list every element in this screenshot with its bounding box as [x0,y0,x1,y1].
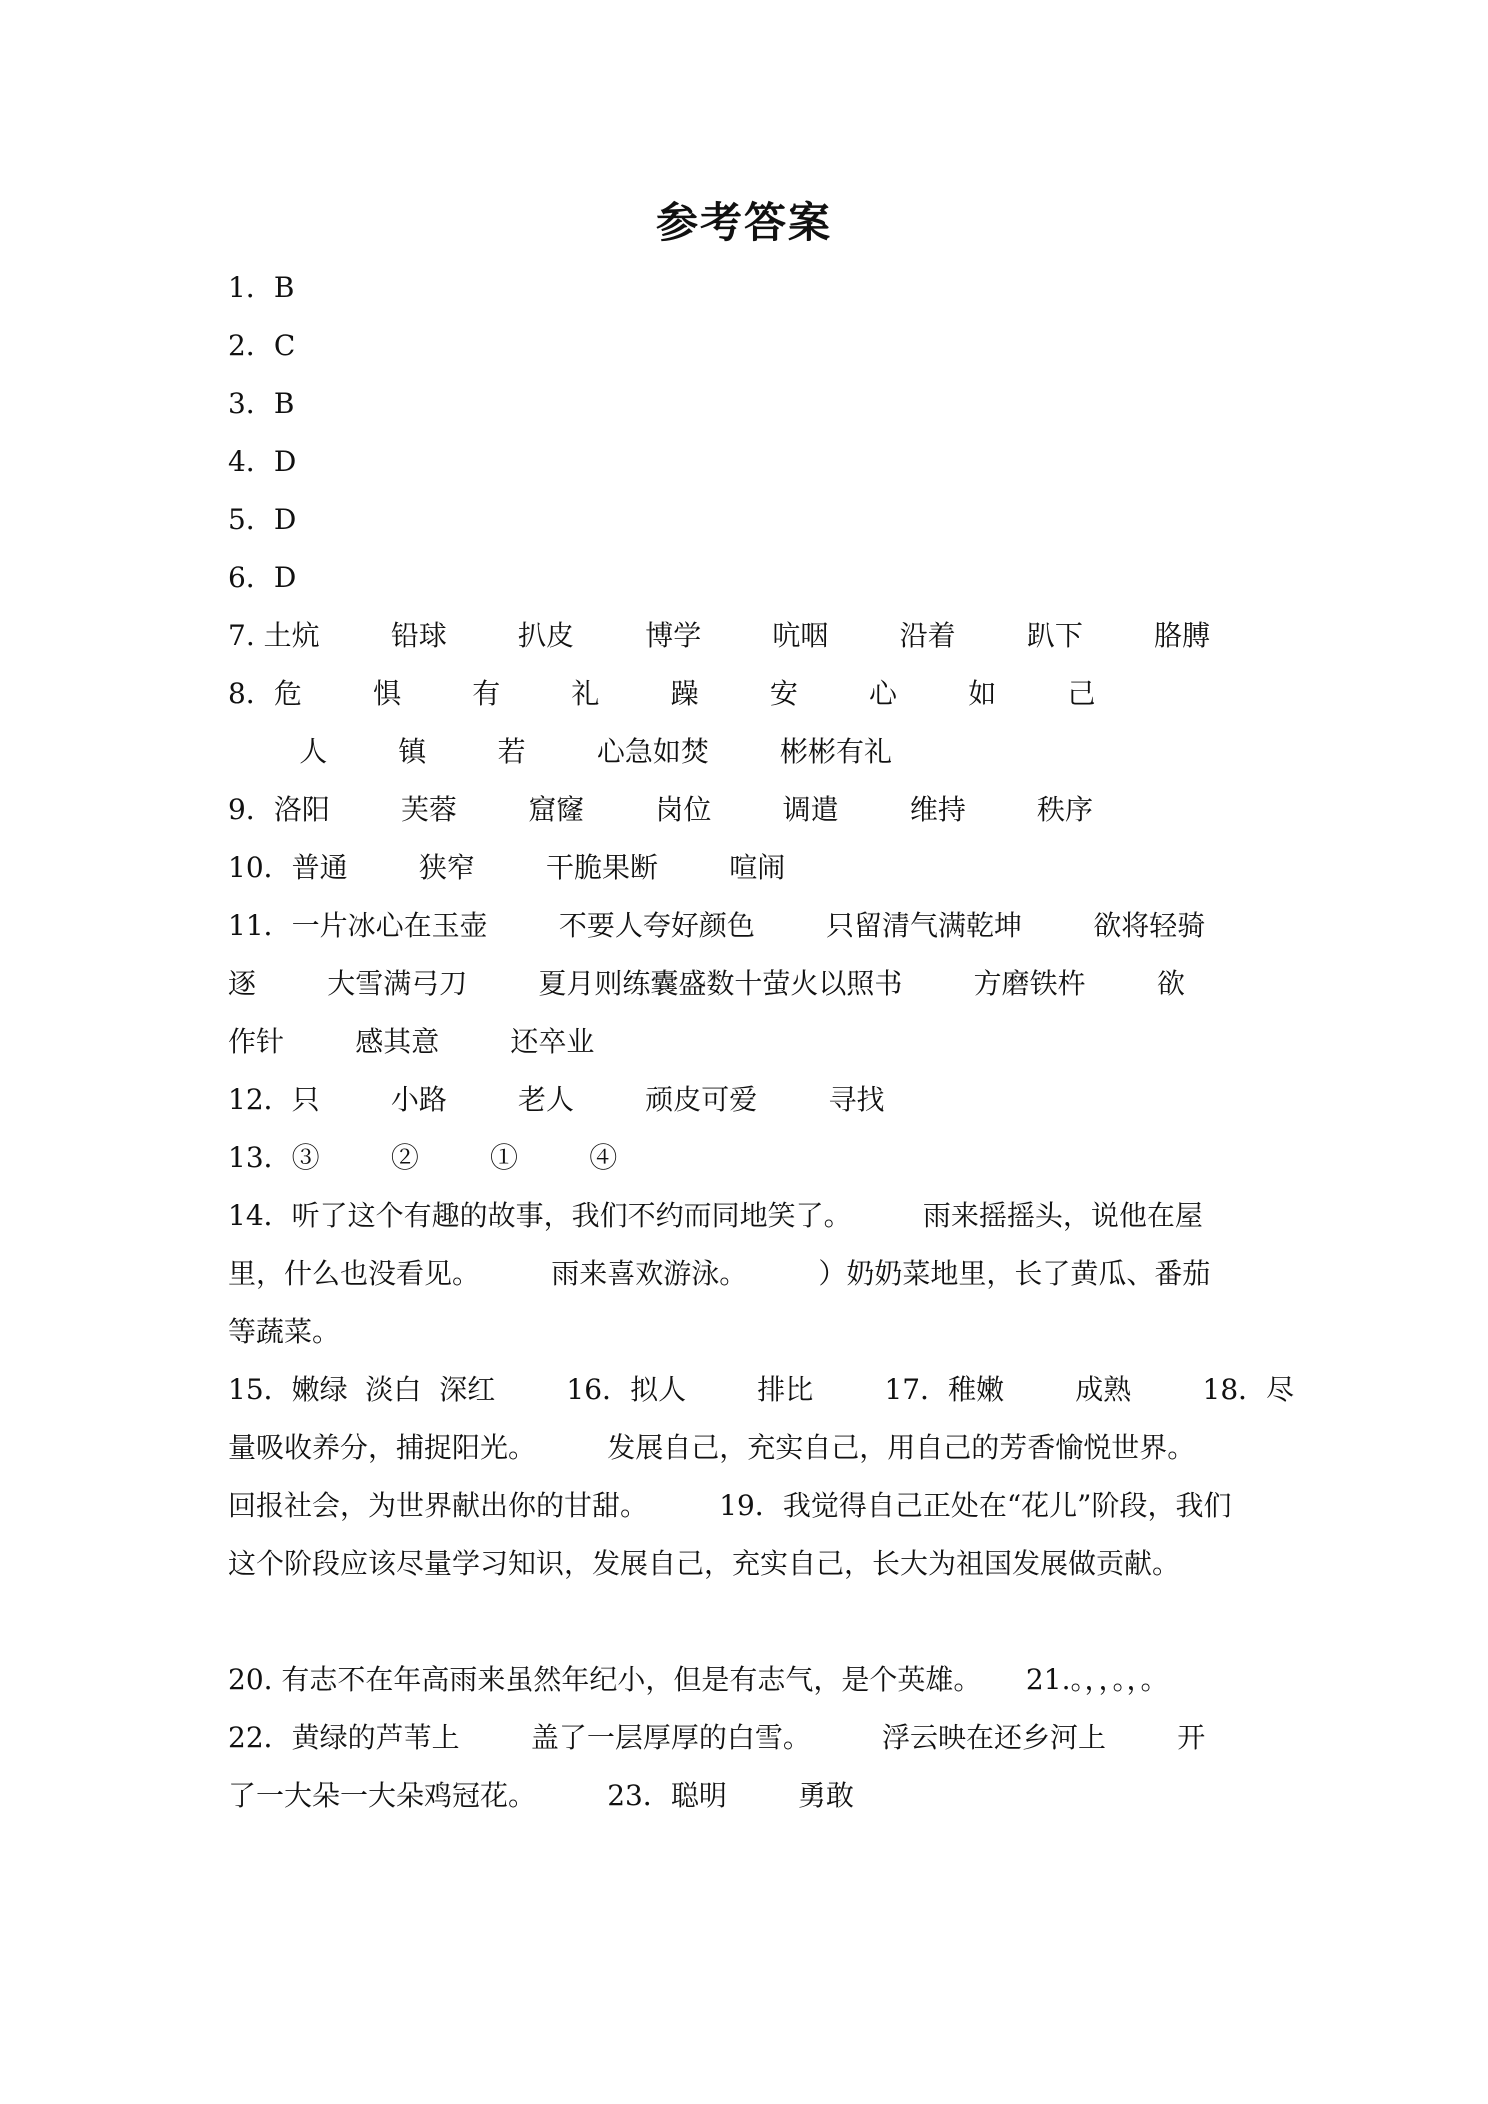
answer-line-10: 10．普通 狭窄 干脆果断 喧闹 [228,851,786,884]
answer-line-7: 7. 土炕 铅球 扒皮 博学 吭咽 沿着 趴下 胳膊 [228,619,1211,652]
answer-line-11-cont-2: 作针 感其意 还卒业 [228,1025,595,1058]
answer-line-20: 20. 有志不在年高雨来虽然年纪小，但是有志气，是个英雄。 21.。，，。，。 [228,1663,1169,1696]
answer-line-19-cont: 这个阶段应该尽量学习知识，发展自己，充实自己，长大为祖国发展做贡献。 [228,1547,1181,1580]
answer-line-8-cont: 人 镇 若 心急如焚 彬彬有礼 [228,735,893,768]
answer-line-11-cont-1: 逐 大雪满弓刀 夏月则练囊盛数十萤火以照书 方磨铁杵 欲 [228,967,1185,1000]
answer-line-11: 11．一片冰心在玉壶 不要人夸好颜色 只留清气满乾坤 欲将轻骑 [228,909,1206,942]
answer-line-4: 4．D [228,445,297,478]
answer-line-6: 6．D [228,561,297,594]
answer-line-18-cont-1: 量吸收养分，捕捉阳光。 发展自己，充实自己，用自己的芳香愉悦世界。 [228,1431,1196,1464]
answer-line-22: 22．黄绿的芦苇上 盖了一层厚厚的白雪。 浮云映在还乡河上 开 [228,1721,1206,1754]
answer-line-22-cont: 了一大朵一大朵鸡冠花。 23．聪明 勇敢 [228,1779,855,1812]
answer-line-14: 14．听了这个有趣的故事，我们不约而同地笑了。 雨来摇摇头，说他在屋 [228,1199,1203,1232]
answer-line-15: 15．嫩绿 淡白 深红 16．拟人 排比 17．稚嫩 成熟 18．尽 [228,1373,1295,1406]
answer-line-9: 9．洛阳 芙蓉 窟窿 岗位 调遣 维持 秩序 [228,793,1094,826]
answer-line-5: 5．D [228,503,297,536]
answer-line-3: 3．B [228,387,295,420]
answer-line-14-cont-2: 等蔬菜。 [228,1315,341,1348]
answer-line-1: 1．B [228,271,295,304]
answer-line-12: 12．只 小路 老人 顽皮可爱 寻找 [228,1083,885,1116]
answer-line-18-cont-2: 回报社会，为世界献出你的甘甜。 19．我觉得自己正处在“花儿”阶段，我们 [228,1489,1232,1522]
answer-line-2: 2．C [228,329,296,362]
page-title: 参考答案 [655,198,832,247]
answer-line-14-cont-1: 里，什么也没看见。 雨来喜欢游泳。 ）奶奶菜地里，长了黄瓜、番茄 [228,1257,1211,1290]
answer-line-8: 8．危 惧 有 礼 躁 安 心 如 己 [228,677,1096,710]
answer-line-13: 13．③ ② ① ④ [228,1141,618,1174]
